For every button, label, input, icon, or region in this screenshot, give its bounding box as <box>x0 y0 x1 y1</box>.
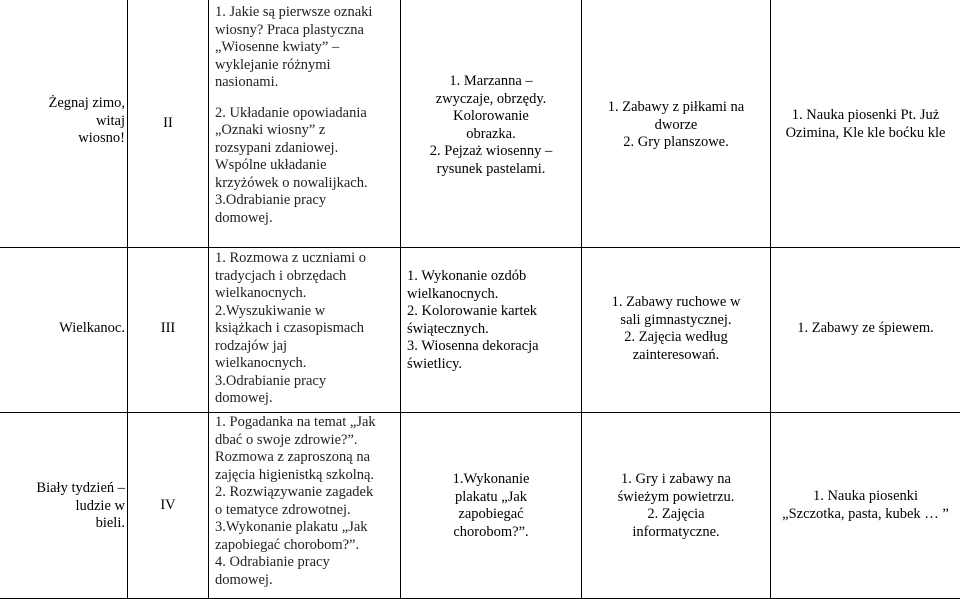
theme-cell <box>1 480 127 533</box>
lesson-line: „Wiosenne kwiaty” – <box>215 39 340 55</box>
week-number: III <box>160 320 176 336</box>
arts-cell <box>401 471 581 541</box>
row-divider <box>0 247 960 248</box>
music-line: Ozimina, Kle kle boćku kle <box>785 124 946 141</box>
arts-line: 3. Wiosenna dekoracja <box>407 338 539 354</box>
lesson-line: 1. Jakie są pierwsze oznaki <box>215 4 373 20</box>
arts-line: 1. Marzanna – <box>449 73 533 89</box>
lesson-line: 1. Rozmowa z uczniami o <box>215 250 366 266</box>
arts-line: 2. Kolorowanie kartek <box>407 303 538 319</box>
lesson-line: wiosny? Praca plastyczna <box>215 21 364 38</box>
lesson-line: wielkanocnych. <box>215 355 307 371</box>
games-line: sali gimnastycznej. <box>620 311 732 328</box>
games-line: dworze <box>654 116 698 133</box>
games-line: 2. Gry planszowe. <box>623 134 729 150</box>
arts-line: 1. Wykonanie ozdób <box>407 268 527 284</box>
lesson-line: Rozmowa z zaproszoną na <box>215 449 371 465</box>
lesson-line: dbać o swoje zdrowie?”. <box>215 431 358 448</box>
lesson-line: wyklejanie różnymi <box>215 56 331 73</box>
arts-line: świetlicy. <box>407 355 463 372</box>
games-line: 2. Zajęcia <box>647 506 705 522</box>
games-line: 1. Zabawy ruchowe w <box>611 294 741 310</box>
lessons-cell <box>209 4 400 227</box>
lesson-line: zapobiegać chorobom?”. <box>215 536 360 553</box>
theme-line: witaj <box>96 112 125 129</box>
games-line: 1. Gry i zabawy na <box>621 471 731 487</box>
lesson-line: domowej. <box>215 209 273 226</box>
lesson-line: domowej. <box>215 390 273 406</box>
games-line: 1. Zabawy z piłkami na <box>607 99 745 115</box>
music-line: 1. Zabawy ze śpiewem. <box>797 320 934 336</box>
lessons-cell <box>209 250 400 408</box>
arts-line: zapobiegać <box>458 506 524 522</box>
arts-line: wielkanocnych. <box>407 285 499 302</box>
theme-line: Wielkanoc. <box>59 320 125 336</box>
theme-line: Żegnaj zimo, <box>48 95 125 111</box>
lesson-spacer <box>215 92 400 105</box>
games-line: informatyczne. <box>632 523 720 540</box>
music-cell <box>771 488 960 523</box>
lesson-line: 4. Odrabianie pracy <box>215 554 330 570</box>
lesson-line: rodzajów jaj <box>215 337 288 354</box>
lesson-line: krzyżówek o nowalijkach. <box>215 174 368 191</box>
lesson-line: 2. Układanie opowiadania <box>215 104 367 121</box>
lesson-line: tradycjach i obrzędach <box>215 267 347 284</box>
lesson-line: książkach i czasopismach <box>215 320 364 336</box>
theme-line: Biały tydzień – <box>36 480 125 496</box>
lesson-line: 3.Odrabianie pracy <box>215 372 327 389</box>
theme-cell <box>1 95 127 148</box>
games-cell <box>582 99 770 152</box>
theme-cell <box>1 320 127 338</box>
lesson-line: nasionami. <box>215 74 279 90</box>
lesson-line: 3.Odrabianie pracy <box>215 192 327 208</box>
arts-line: obrazka. <box>466 125 516 142</box>
arts-cell <box>401 268 581 373</box>
arts-line: rysunek pastelami. <box>436 160 546 177</box>
music-line: „Szczotka, pasta, kubek … ” <box>782 505 949 522</box>
lesson-line: 1. Pogadanka na temat „Jak <box>215 414 376 430</box>
games-cell <box>582 471 770 541</box>
arts-line: plakatu „Jak <box>454 488 528 505</box>
lesson-line: 2.Wyszukiwanie w <box>215 302 326 319</box>
week-number: II <box>163 115 173 131</box>
games-line: 2. Zajęcia według <box>624 329 728 345</box>
games-line: zainteresowań. <box>632 346 720 363</box>
lesson-line: domowej. <box>215 571 273 588</box>
lesson-line: „Oznaki wiosny” z <box>215 122 326 138</box>
lesson-line: wielkanocnych. <box>215 285 307 301</box>
arts-line: Kolorowanie <box>453 108 529 124</box>
week-number: IV <box>160 497 176 513</box>
lesson-line: Wspólne układanie <box>215 157 327 173</box>
lesson-line: o tematyce zdrowotnej. <box>215 501 351 518</box>
lesson-line: 3.Wykonanie plakatu „Jak <box>215 519 368 535</box>
arts-line: chorobom?”. <box>453 523 529 540</box>
theme-line: bieli. <box>95 515 125 531</box>
lesson-line: rozsypani zdaniowej. <box>215 139 339 156</box>
theme-line: wiosno! <box>78 130 125 146</box>
music-cell <box>771 320 960 338</box>
lessons-cell <box>209 414 400 589</box>
theme-line: ludzie w <box>75 497 125 514</box>
music-line: 1. Nauka piosenki Pt. Już <box>791 107 940 123</box>
arts-line: 1.Wykonanie <box>452 471 530 487</box>
lesson-line: zajęcia higienistką szkolną. <box>215 466 375 483</box>
arts-line: świątecznych. <box>407 320 489 337</box>
games-cell <box>582 294 770 364</box>
row-divider <box>0 412 960 413</box>
arts-cell <box>401 73 581 178</box>
games-line: świeżym powietrzu. <box>617 488 735 505</box>
music-cell <box>771 107 960 142</box>
lesson-line: 2. Rozwiązywanie zagadek <box>215 484 374 500</box>
arts-line: 2. Pejzaż wiosenny – <box>429 143 553 159</box>
music-line: 1. Nauka piosenki <box>812 488 919 504</box>
arts-line: zwyczaje, obrzędy. <box>435 90 547 107</box>
